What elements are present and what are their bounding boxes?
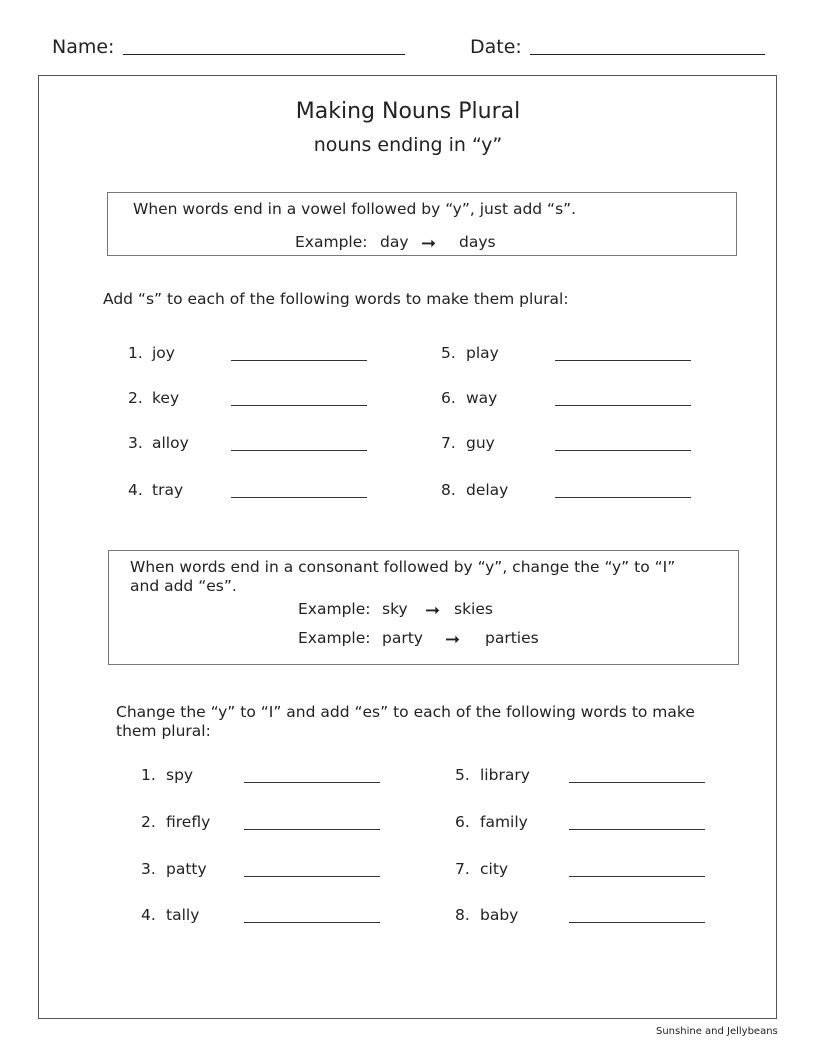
answer-blank[interactable] — [244, 876, 380, 877]
item-word: tally — [166, 906, 200, 924]
rule2-example-to: parties — [485, 629, 539, 647]
item-number: 2. — [128, 389, 143, 407]
item-number: 1. — [128, 344, 143, 362]
answer-blank[interactable] — [244, 922, 380, 923]
answer-blank[interactable] — [569, 782, 705, 783]
item-word: library — [480, 766, 530, 784]
answer-blank[interactable] — [569, 829, 705, 830]
item-number: 6. — [441, 389, 456, 407]
name-field[interactable] — [123, 54, 405, 55]
item-word: alloy — [152, 434, 189, 452]
item-number: 8. — [441, 481, 456, 499]
rule1-example-label: Example: — [295, 233, 368, 251]
item-word: baby — [480, 906, 519, 924]
name-label: Name: — [52, 36, 115, 58]
rule1-example-from: day — [380, 233, 409, 251]
item-number: 4. — [128, 481, 143, 499]
item-word: firefly — [166, 813, 211, 831]
item-number: 5. — [455, 766, 470, 784]
answer-blank[interactable] — [555, 360, 691, 361]
item-word: joy — [152, 344, 175, 362]
date-label: Date: — [470, 36, 522, 58]
item-number: 4. — [141, 906, 156, 924]
item-word: spy — [166, 766, 194, 784]
item-number: 6. — [455, 813, 470, 831]
rule2-example-label: Example: — [298, 629, 371, 647]
item-word: key — [152, 389, 180, 407]
rule2-example-from: sky — [382, 600, 408, 618]
footer-credit: Sunshine and Jellybeans — [656, 1026, 778, 1037]
answer-blank[interactable] — [555, 497, 691, 498]
section1-instruction: Add “s” to each of the following words to make them plural: — [103, 290, 569, 308]
rule1-example-to: days — [459, 233, 496, 251]
answer-blank[interactable] — [244, 829, 380, 830]
answer-blank[interactable] — [569, 922, 705, 923]
item-number: 5. — [441, 344, 456, 362]
item-number: 3. — [141, 860, 156, 878]
section2-instruction-line1: Change the “y” to “I” and add “es” to each of the following words to make — [116, 703, 695, 721]
section2-instruction-line2: them plural: — [116, 722, 211, 740]
right-arrow-icon: ➞ — [445, 629, 461, 650]
item-word: family — [480, 813, 528, 831]
answer-blank[interactable] — [555, 450, 691, 451]
answer-blank[interactable] — [231, 405, 367, 406]
item-number: 7. — [455, 860, 470, 878]
answer-blank[interactable] — [569, 876, 705, 877]
right-arrow-icon: ➞ — [421, 233, 437, 254]
page-title: Making Nouns Plural — [295, 99, 521, 124]
item-word: tray — [152, 481, 184, 499]
item-word: guy — [466, 434, 495, 452]
item-word: city — [480, 860, 509, 878]
answer-blank[interactable] — [555, 405, 691, 406]
rule1-text: When words end in a vowel followed by “y”, just add “s”. — [133, 200, 577, 218]
item-word: patty — [166, 860, 207, 878]
answer-blank[interactable] — [231, 450, 367, 451]
rule2-line2: and add “es”. — [130, 577, 237, 595]
answer-blank[interactable] — [231, 497, 367, 498]
right-arrow-icon: ➞ — [425, 600, 441, 621]
rule2-example-label: Example: — [298, 600, 371, 618]
rule2-example-to: skies — [454, 600, 493, 618]
rule2-example-from: party — [382, 629, 423, 647]
item-number: 8. — [455, 906, 470, 924]
item-number: 2. — [141, 813, 156, 831]
item-word: play — [466, 344, 499, 362]
item-word: delay — [466, 481, 509, 499]
item-number: 7. — [441, 434, 456, 452]
answer-blank[interactable] — [231, 360, 367, 361]
item-number: 1. — [141, 766, 156, 784]
rule2-line1: When words end in a consonant followed by “y”, change the “y” to “I” — [130, 558, 676, 576]
date-field[interactable] — [530, 54, 765, 55]
answer-blank[interactable] — [244, 782, 380, 783]
item-number: 3. — [128, 434, 143, 452]
page-subtitle: nouns ending in “y” — [313, 134, 503, 156]
item-word: way — [466, 389, 498, 407]
